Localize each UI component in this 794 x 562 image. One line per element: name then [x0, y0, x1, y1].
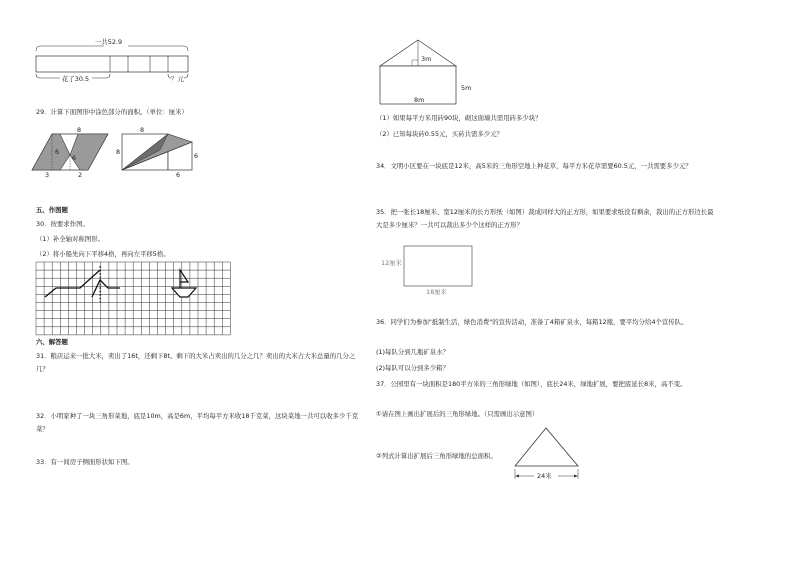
q29-fig2-top: 8	[140, 126, 145, 134]
question-30-part-2: （2）将小船先向下平移4格，再向左平移5格。	[36, 250, 170, 258]
question-31: 31．粮店运来一批大米，卖出了16t，还剩下8t。剩下的大米占卖出的几分之几？卖出的大米占大米总量的几分之几？	[36, 352, 356, 373]
tape-rest-label: ？元	[171, 75, 184, 83]
q29-fig2-left: 8	[116, 148, 121, 156]
question-30-part-1: （1）补全轴对称图形。	[36, 235, 104, 243]
tape-spent-label: 花了30.5	[62, 75, 90, 83]
section-5-heading: 五、作图题	[36, 206, 68, 214]
question-36: 36．同学们为参加"抵制生活，绿色消费"的宣传活动，准备了4箱矿泉水，每箱12瓶，要平均分给4个宣传队。	[376, 318, 688, 326]
question-34: 34．文明小区要在一块底是12米，高5米的三角形空地上种花草，每平方米花草需要60.5元，一共需要多少元？	[376, 162, 692, 170]
question-29: 29．计算下面图形中涂色部分的面积。（单位：厘米）	[36, 108, 188, 116]
question-32: 32．小明家种了一块三角形菜地，底是10m，高是6m，平均每平方米收18千克菜，这块菜地一共可以收多少千克菜？	[36, 412, 359, 433]
q29-fig1-height-2: 6	[72, 154, 77, 162]
question-36-part-2: (2)每队可以分到多少箱？	[376, 364, 449, 372]
question-36-part-1: (1)每队分到几瓶矿泉水？	[376, 348, 449, 356]
triangle-base-label: 24米	[537, 472, 552, 480]
q29-fig1-height: 6	[55, 148, 60, 156]
question-30: 30．按要求作图。	[36, 220, 89, 228]
question-33-part-2: （2）已知每块砖0.55元，买砖共需多少元？	[376, 130, 503, 138]
q29-fig2-bottom: 6	[176, 171, 181, 179]
q29-fig1-top: 8	[77, 126, 82, 134]
house-side-label: 5m	[461, 84, 472, 92]
q29-fig2-right: 6	[194, 152, 199, 160]
question-35: 35．把一张长18厘米、宽12厘米的长方形纸（如图）裁成同样大的正方形，如果要求纸没有剩余，裁出的正方形边长最大是多少厘米？一共可以裁出多少个这样的正方形？	[376, 208, 714, 229]
rect-height-label: 12厘米	[381, 259, 402, 267]
rect-width-label: 18厘米	[426, 288, 447, 296]
question-33-part-1: （1）如果每平方米用砖90块，砌这面墙共需用砖多少块？	[376, 114, 542, 122]
section-6-heading: 六、解答题	[36, 338, 68, 346]
house-base-label: 8m	[414, 96, 425, 104]
question-37: 37．公园里有一块面积是180平方米的三角形绿地（如图），底长24米，绿地扩展，要把底延长8米，高不变。	[376, 380, 687, 388]
question-37-part-1: ①请在图上画出扩展后的三角形绿地。（只需画出示意图）	[376, 410, 539, 418]
tape-total-label: 一共52.9	[95, 38, 123, 46]
house-roof-label: 3m	[421, 55, 432, 63]
question-37-part-2: ②列式计算出扩展后三角形绿地的总面积。	[376, 452, 497, 460]
q29-fig1-bottom-left: 3	[45, 171, 50, 179]
question-33: 33．有一间房子侧面形状如下图。	[36, 458, 134, 466]
q29-fig1-bottom-right: 2	[78, 171, 83, 179]
